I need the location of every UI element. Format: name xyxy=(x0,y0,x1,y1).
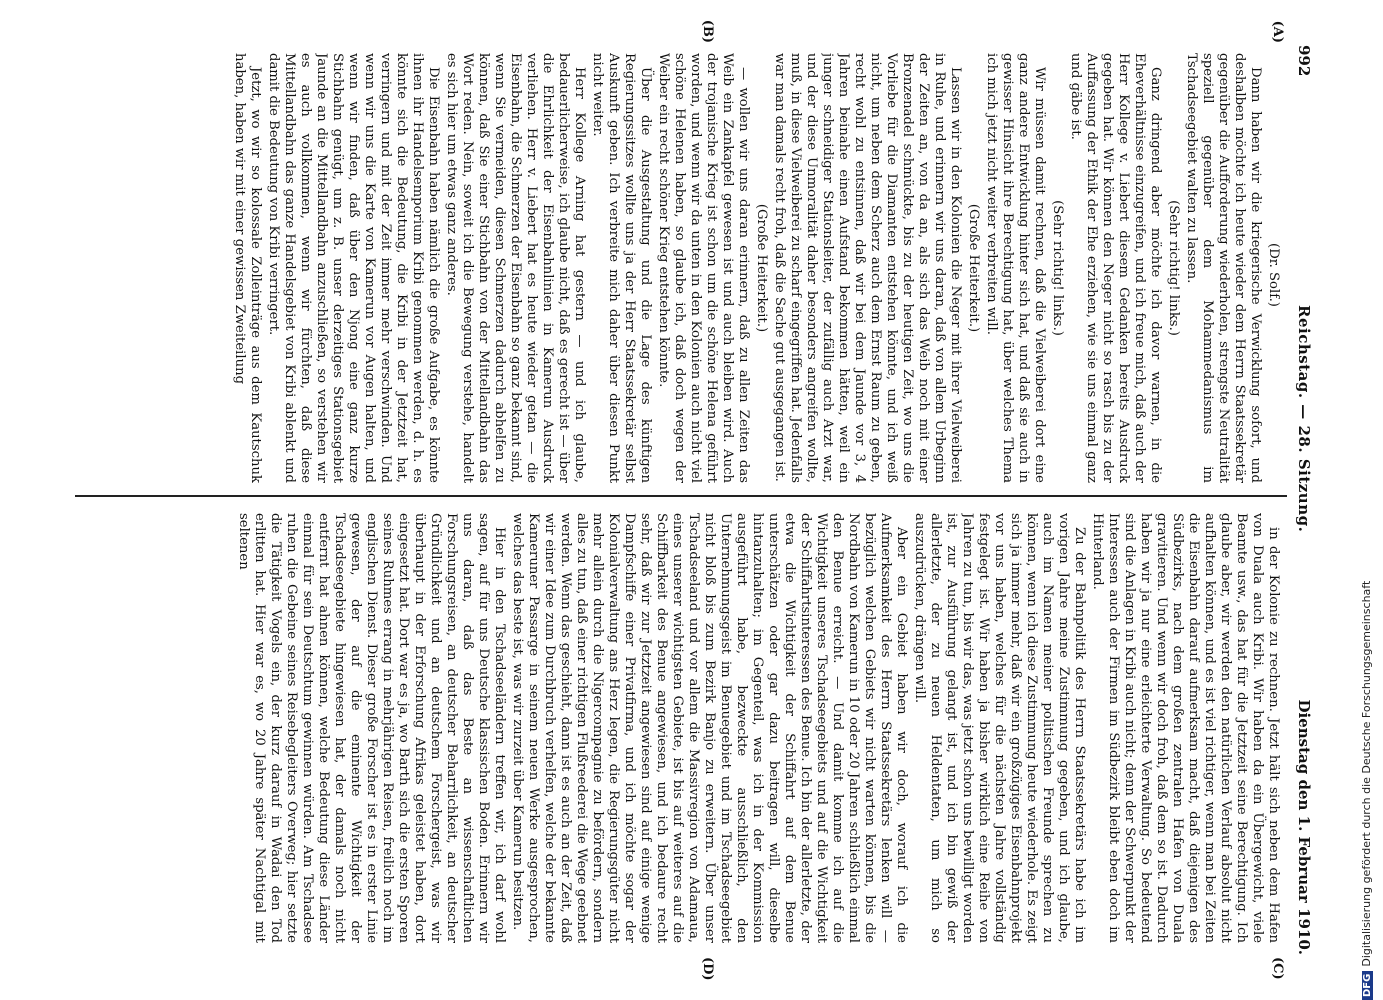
paragraph: in der Kolonie zu rechnen. Jetzt hält sich neben dem Hafen von Duala auch Kribi. Wir haben da ein Übergewicht, viele Beamte usw., das hat für die Jetztzeit seine Berechtigung. Ich glaube aber, wir werden den natürlichen Verlauf absolut nicht aufhalten können, und es ist viel richtiger, wenn man bei Zeiten die Eisenbahn darauf aufmerksam macht, daß diejenigen des Südbezirks, nach dem großen zentralen Hafen von Duala gravitieren. Und wenn wir doch froh, daß dem so ist. Dadurch haben wir ja nur eine erleichterte Verwaltung. So bedeutend sind die Anlagen in Kribi auch nicht; denn der Schwerpunkt der Interessen auch der Firmen im Südbezirk bleibt eben doch im Hinterland. xyxy=(1090,513,1281,943)
speaker-label: (Dr. Solf.) xyxy=(1266,243,1281,307)
paragraph: Lassen wir in den Kolonien die Neger mit ihrer Vielweiberei in Ruhe, und erinnern wir uns daran, daß von allem Urbeginn der Zeiten an, von da an, als sich das Weib noch mit einer Bronzenadel schmückte, bis zu der heutigen Zeit, wo uns die Vorliebe für die Diamanten entstehen könnte, und ich weiß nicht, um neben dem Scherz auch dem Ernst Raum zu geben, recht wohl zu entsinnen, daß wir bei dem Jaunde vor 3, 4 Jahren beinahe einen Aufstand bekommen hätten, weil ein junger schneidiger Stationsleiter, der zufällig auch Arzt war, und der diese Unmoralität daher besonders angreifen wollte, muß, in diese Vielweiberei zu scharf eingegriffen hat. Jedenfalls war man damals recht froh, daß die Sache gut ausgegangen ist. xyxy=(772,53,963,483)
digitization-credit xyxy=(1360,570,1373,1000)
interjection: (Große Heiterkeit.) xyxy=(966,203,981,333)
paragraph: Hier in den Tschadseeländern treffen wir, ich darf wohl sagen, auf für uns Deutsche klassischen Boden. Erinnern wir uns daran, daß das Beste an wissenschaftlichen Forschungsreisen, an deutscher Beharrlichkeit, an deutscher Gründlichkeit und an deutschem Forschergeist, was wir überhaupt in der Erforschung Afrikas geleistet haben, dort eingesetzt hat. Dort war es ja, wo Barth sich die ersten Sporen seines Ruhmes errang in mehrjährigen Reisen, freilich noch im englischen Dienst. Dieser große Forscher ist es in erster Linie gewesen, der auf die eminente Wichtigkeit der Tschadseegebiete hingewiesen hat, der damals noch nicht entfernt hat ahnen können, welche Bedeutung diese Länder einmal für sein Deutschtum gewinnen würden. Am Tschadsee ruhen die Gebeine seines Reisebegleiters Overweg; hier setzte die Tätigkeit Vogels ein, der kurz darauf in Wadai den Tod erlitten hat. Hier war es, wo 20 Jahre später Nachtigal mit seltenen xyxy=(236,513,507,943)
page-header xyxy=(1287,45,1315,955)
margin-mark-b: (B) xyxy=(700,19,715,43)
paragraph: Die Eisenbahn haben nämlich die große Aufgabe, es könnte ihnen ihr Handelsemporium Kribi genommen werden, d. h. es könnte sich die Bedeutung, die Kribi in der Jetztzeit hat, verringern und mit der Zeit immer mehr verschwinden. Und wenn wir uns die Karte von Kamerun vor Augen halten, und wenn wir finden, daß über den Njong eine ganz kurze Stichbahn genügt, um z. B. unser derzeitiges Stationsgebiet Jaunde an die Mittellandbahn anzuschließen, so verstehen wir es auch vollkommen, wenn wir fürchten, daß diese Mittellandbahn das ganze Handelsgebiet von Kribi ablenkt und damit die Bedeutung von Kribi verringert. xyxy=(266,53,441,483)
column-divider xyxy=(75,495,1287,497)
paragraph: Herr Kollege Arning hat gestern — und ich glaube, bedauerlicherweise, ich glaube nicht, daß es gerecht ist — über die Ehrlichkeit der Eisenbahnlinien in Kamerun Ausdruck verliehen. Herr v. Liebert hat es heute wieder getan — die Eisenbahn, die Schmerzen der Eisenbahn so ganz bekannt sind, wenn Sie vermeiden, diesen Schmerzen dadurch abhelfen zu können, daß Sie einer Stichbahn von der Mittellandbahn das Wort reden. Nein, soweit ich die Bewegung verstehe, handelt es sich hier um etwas ganz anderes. xyxy=(444,53,587,483)
session-date: Dienstag den 1. Februar 1910. xyxy=(1295,699,1313,955)
paragraph: Aber ein Gebiet haben wir doch, worauf ich die Aufmerksamkeit des Herrn Staatssekretärs lenken will — bezüglich welchen Gebiets wir nicht warten können, bis die Nordbahn von Kamerun in 10 oder 20 Jahren schließlich einmal den Benue erreicht. — Und damit komme ich auf die Wichtigkeit unseres Tschadseegebiets und auf die Wichtigkeit der Schiffahrtsinteressen des Benue. Ich bin der allerletzte, der etwa die Wichtigkeit der Schiffahrt auf dem Benue unterschätzen oder gar dazu beitragen will, dieselbe hintanzuhalten; im Gegenteil, was ich in der Kommission ausgeführt habe, bezweckte ausschließlich, den Unternehmungsgeist im Benuegebiet und im Tschadseegebiet nicht bloß bis zum Bezirk Banjo zu erweitern. Über unser Tschadseeland und vor allem die Massivregion von Adamaua, eines unserer wichtigsten Gebiete, ist bis auf weiteres auf die Schiffbarkeit des Benue angewiesen, und ich bedaure recht sehr, daß wir zur Jetztzeit angewiesen sind auf einige wenige Dampfschiffe einer Privatfirma, und ich möchte sogar der Kolonialverwaltung ans Herz legen, die Regierungsgüter nicht mehr allein durch die Nigercompagnie zu befördern, sondern alles zu tun, daß einer richtigen Flußreederei die Wege geebnet werden. Wenn das geschieht, dann ist es auch an der Zeit, daß wir einer Idee zum Durchbruch verhelfen, welche der bekannte Kameruner Passarge in seinem neuen Werke ausgesprochen, welches das beste ist, was wir zurzeit über Kamerun besitzen. xyxy=(510,513,909,943)
interjection: (Sehr richtig! links.) xyxy=(1050,200,1065,336)
interjection: (Sehr richtig! links.) xyxy=(1166,200,1181,336)
margin-mark-c: (C) xyxy=(1270,957,1285,980)
paragraph: — wollen wir uns daran erinnern, daß zu allen Zeiten das Weib ein Zankapfel gewesen ist und auch bleiben wird. Auch der trojanische Krieg ist schon um die schöne Helena geführt worden, und wenn wir da unten in den Kolonien auch nicht viel schöne Helenen haben, so glaube ich, daß doch wegen der Weiber ein recht schöner Krieg entstehen könnte. xyxy=(656,53,751,483)
running-title: Reichstag. — 28. Sitzung. xyxy=(1295,305,1313,533)
margin-mark-a: (A) xyxy=(1270,20,1285,43)
interjection: (Große Heiterkeit.) xyxy=(754,203,769,333)
credit-text: Digitalisierung gefördert durch die Deutsche Forschungsgemeinschaft xyxy=(1360,580,1373,967)
paragraph: Ganz dringend aber möchte ich davor warnen, in die Eheverhältnisse einzugreifen, und ich freue mich, daß auch der Herr Kollege v. Liebert diesem Gedanken bereits Ausdruck gegeben hat. Wir können den Neger nicht so rasch bis zu der Auffassung der Ethik der Ehe erziehen, wie sie uns einmal ganz und gäbe ist. xyxy=(1068,53,1163,483)
dfg-logo: DFG xyxy=(1362,971,1373,1000)
rotated-page xyxy=(65,19,1315,981)
paragraph: Dann haben wir die kriegerische Verwicklung sofort, und deshalben möchte ich heute wieder dem Herrn Staatssekretär gegenüber die Aufforderung wiederholen, strengste Neutralität speziell gegenüber dem Mohammedanismus im Tschadseegebiet walten zu lassen. xyxy=(1184,53,1263,483)
page-number: 992 xyxy=(1295,45,1313,77)
paragraph: Zu der Bahnpolitik des Herrn Staatssekretärs habe ich im vorigen Jahre meine Zustimmung gegeben, und ich glaube, auch im Namen meiner politischen Freunde sprechen zu können, wenn ich diese Zustimmung heute wiederhole. Es zeigt sich ja immer mehr, daß wir ein großzügiges Eisenbahnprojekt vor uns haben, welches für die nächsten Jahre vollständig festgelegt ist. Wir haben ja bisher wirklich eine Reihe von Jahren zu tun, bis wir das, was jetzt schon uns bewilligt worden ist, zur Ausführung gelangt ist, und ich bin gewiß der allerletzte, der zu neuen Heldentaten, um mich so auszudrücken, drängen will. xyxy=(912,513,1087,943)
paragraph: Wir müssen damit rechnen, daß die Vielweiberei dort eine ganz andere Entwicklung hinter sich hat, und daß sie auch in gewisser Hinsicht ihre Berechtigung hat, über welches Thema ich mich jetzt nicht weiter verbreiten will. xyxy=(984,53,1047,483)
paragraph: Jetzt, wo wir so kolossale Zolleinträge aus dem Kautschuk haben, haben wir mit einer gewissen Zweiteilung xyxy=(232,53,263,483)
right-column xyxy=(76,513,1281,943)
paragraph: Über die Ausgestaltung und die Lage des künftigen Regierungssitzes wollte uns ja der Herr Staatssekretär selbst Auskunft geben. Ich verbreite mich daher über diesen Punkt nicht weiter. xyxy=(590,53,653,483)
margin-mark-d: (D) xyxy=(700,957,715,981)
left-column xyxy=(76,53,1281,483)
